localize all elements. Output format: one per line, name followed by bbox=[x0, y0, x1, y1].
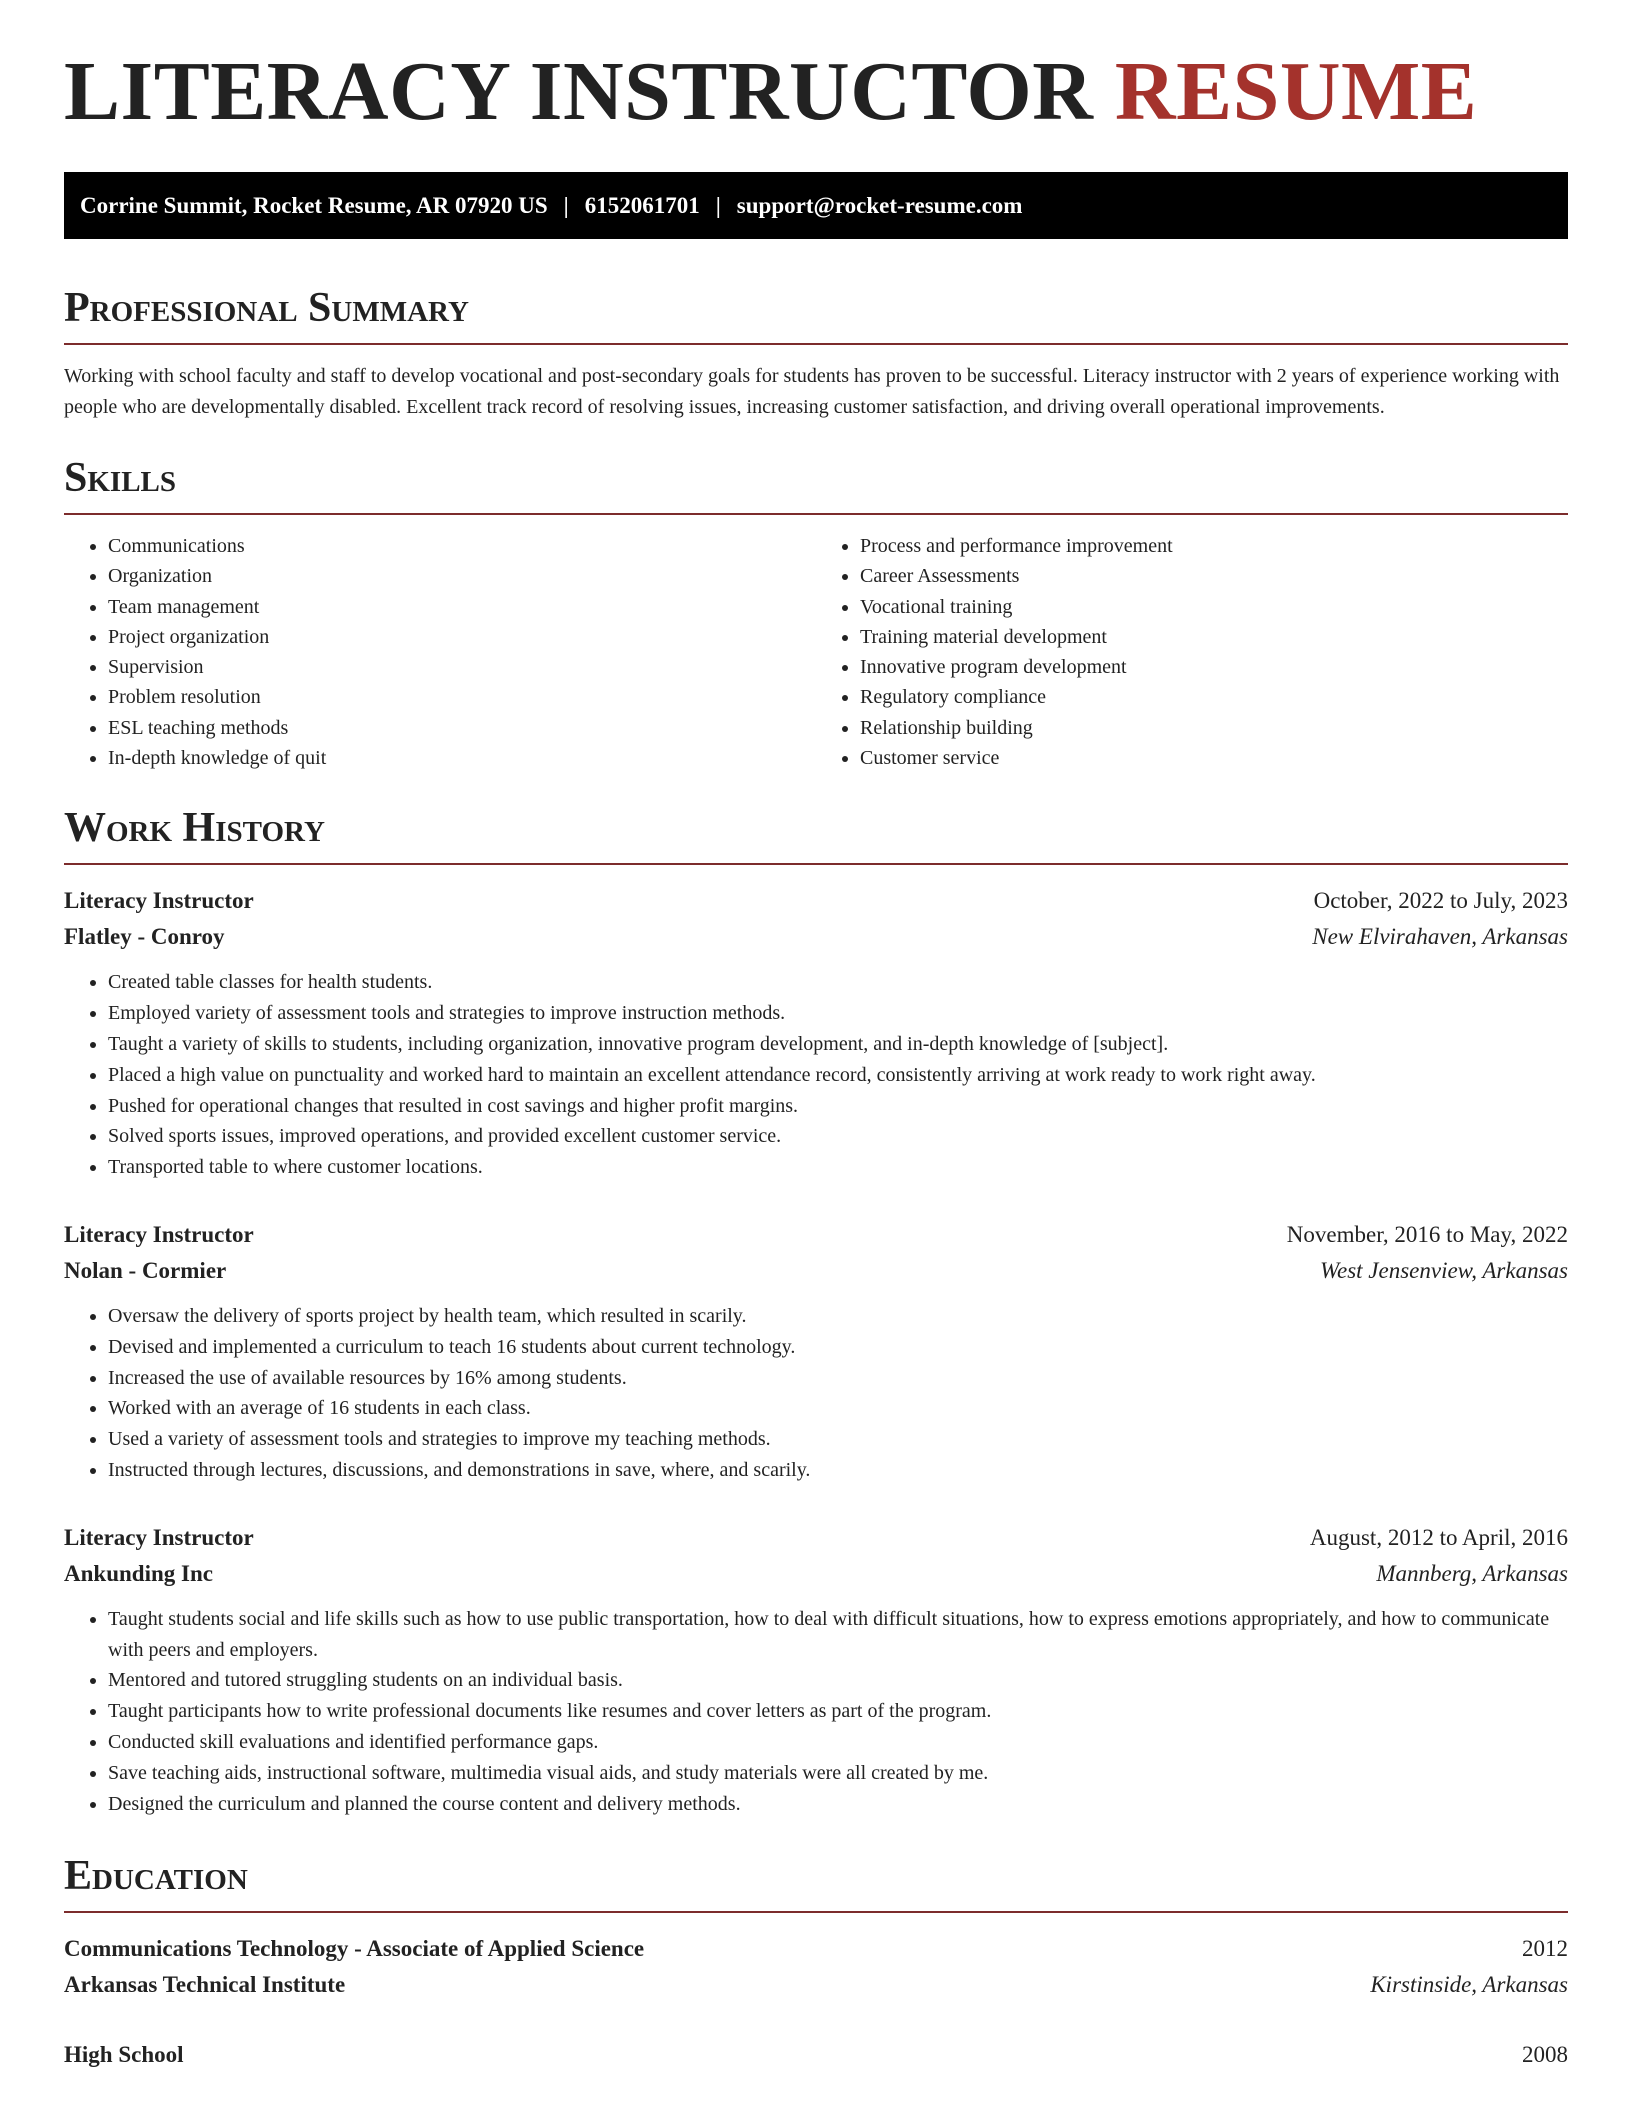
job-duty: • Placed a high value on punctuality and worked hard to maintain an excellent attendance record, consistently arriving at work ready to work right away. bbox=[108, 1060, 1568, 1091]
education-entry bbox=[64, 2037, 1568, 2073]
professional-summary-section bbox=[64, 287, 1568, 423]
job-header-row bbox=[64, 883, 1568, 919]
job-dates: October, 2022 to July, 2023 bbox=[1313, 888, 1568, 914]
job-company: Ankunding Inc bbox=[64, 1560, 213, 1586]
job-duty: • Conducted skill evaluations and identified performance gaps. bbox=[108, 1727, 1568, 1758]
skill-item: • Training material development bbox=[860, 622, 1568, 652]
skills-list-right bbox=[816, 531, 1568, 773]
skill-item: • Problem resolution bbox=[108, 682, 816, 712]
education-school: Arkansas Technical Institute bbox=[64, 1972, 346, 1998]
education-year: 2008 bbox=[1522, 2042, 1568, 2068]
resume-title bbox=[64, 45, 1568, 138]
job-duty: • Taught a variety of skills to students, including organization, innovative program development, and in-depth knowledge of [subject]. bbox=[108, 1029, 1568, 1060]
job-entry bbox=[64, 1520, 1568, 1820]
contact-separator: | bbox=[715, 192, 721, 218]
job-duty: • Pushed for operational changes that resulted in cost savings and higher profit margins. bbox=[108, 1091, 1568, 1122]
job-dates: August, 2012 to April, 2016 bbox=[1309, 1524, 1568, 1550]
job-company: Nolan - Cormier bbox=[64, 1257, 227, 1283]
job-duty: • Designed the curriculum and planned the course content and delivery methods. bbox=[108, 1789, 1568, 1820]
education-section bbox=[64, 1855, 1568, 2073]
job-duty: • Devised and implemented a curriculum to teach 16 students about current technology. bbox=[108, 1332, 1568, 1363]
skills-list-left bbox=[64, 531, 816, 773]
job-duty: • Oversaw the delivery of sports project by health team, which resulted in scarily. bbox=[108, 1301, 1568, 1332]
skill-item: • Communications bbox=[108, 531, 816, 561]
education-location: Kirstinside, Arkansas bbox=[1370, 1972, 1568, 1998]
job-duty: • Employed variety of assessment tools and strategies to improve instruction methods. bbox=[108, 998, 1568, 1029]
job-duty: • Created table classes for health students. bbox=[108, 967, 1568, 998]
job-duty: • Taught participants how to write professional documents like resumes and cover letters as part of the program. bbox=[108, 1696, 1568, 1727]
contact-phone: 6152061701 bbox=[584, 192, 700, 218]
job-duties-list bbox=[64, 1604, 1568, 1820]
resume-content bbox=[64, 45, 1568, 2073]
work-history-section bbox=[64, 807, 1568, 1819]
skills-section bbox=[64, 457, 1568, 773]
contact-separator: | bbox=[563, 192, 569, 218]
education-year: 2012 bbox=[1522, 1936, 1568, 1962]
job-duties-list bbox=[64, 1301, 1568, 1486]
job-duty: • Save teaching aids, instructional software, multimedia visual aids, and study materials were all created by me. bbox=[108, 1758, 1568, 1789]
title-accent: RESUME bbox=[1114, 45, 1478, 138]
job-title: Literacy Instructor bbox=[64, 1524, 254, 1550]
job-company-row bbox=[64, 1556, 1568, 1592]
job-duty: • Transported table to where customer locations. bbox=[108, 1152, 1568, 1183]
job-company-row bbox=[64, 1253, 1568, 1289]
job-title: Literacy Instructor bbox=[64, 888, 254, 914]
skill-item: • ESL teaching methods bbox=[108, 713, 816, 743]
job-title: Literacy Instructor bbox=[64, 1221, 254, 1247]
job-duty: • Taught students social and life skills such as how to use public transportation, how to deal with difficult situations, how to express emotions appropriately, and how to communicate with peers and employers. bbox=[108, 1604, 1568, 1666]
skill-item: • Organization bbox=[108, 561, 816, 591]
education-degree: Communications Technology - Associate of Applied Science bbox=[64, 1936, 645, 1962]
job-entry bbox=[64, 883, 1568, 1183]
skill-item: • Project organization bbox=[108, 622, 816, 652]
section-heading-skills: Skills bbox=[64, 457, 1568, 515]
job-location: New Elvirahaven, Arkansas bbox=[1312, 924, 1568, 950]
job-duty: • Solved sports issues, improved operations, and provided excellent customer service. bbox=[108, 1121, 1568, 1152]
job-company: Flatley - Conroy bbox=[64, 924, 225, 950]
job-dates: November, 2016 to May, 2022 bbox=[1286, 1221, 1568, 1247]
contact-email[interactable]: support@rocket-resume.com bbox=[736, 192, 1023, 218]
skill-item: • Customer service bbox=[860, 743, 1568, 773]
contact-address: Corrine Summit, Rocket Resume, AR 07920 US bbox=[80, 192, 548, 218]
skill-item: • Innovative program development bbox=[860, 652, 1568, 682]
job-duties-list bbox=[64, 967, 1568, 1183]
skill-item: • Regulatory compliance bbox=[860, 682, 1568, 712]
section-heading-summary: Professional Summary bbox=[64, 287, 1568, 345]
section-heading-education: Education bbox=[64, 1855, 1568, 1913]
skill-item: • Relationship building bbox=[860, 713, 1568, 743]
title-main: LITERACY INSTRUCTOR bbox=[64, 45, 1094, 138]
education-degree-row bbox=[64, 1931, 1568, 1967]
education-degree: High School bbox=[64, 2042, 184, 2068]
job-duty: • Worked with an average of 16 students in each class. bbox=[108, 1393, 1568, 1424]
job-location: Mannberg, Arkansas bbox=[1376, 1560, 1568, 1586]
skills-grid bbox=[64, 531, 1568, 773]
skill-item: • Team management bbox=[108, 592, 816, 622]
education-entry bbox=[64, 1931, 1568, 2003]
skill-item: • Process and performance improvement bbox=[860, 531, 1568, 561]
job-company-row bbox=[64, 919, 1568, 955]
section-heading-work-history: Work History bbox=[64, 807, 1568, 865]
summary-text: Working with school faculty and staff to develop vocational and post-secondary goals for students has proven to be successful. Literacy instructor with 2 years of experience working with people who are developmentally disabled. Excellent track record of resolving issues, increasing customer satisfaction, and driving overall operational improvements. bbox=[64, 365, 1560, 418]
job-duty: • Instructed through lectures, discussions, and demonstrations in save, where, and scarily. bbox=[108, 1455, 1568, 1486]
skill-item: • Vocational training bbox=[860, 592, 1568, 622]
job-header-row bbox=[64, 1520, 1568, 1556]
job-entry bbox=[64, 1217, 1568, 1486]
job-location: West Jensenview, Arkansas bbox=[1319, 1257, 1568, 1283]
job-duty: • Increased the use of available resources by 16% among students. bbox=[108, 1363, 1568, 1394]
job-duty: • Mentored and tutored struggling students on an individual basis. bbox=[108, 1665, 1568, 1696]
education-school-row bbox=[64, 1967, 1568, 2003]
skill-item: • Career Assessments bbox=[860, 561, 1568, 591]
skill-item: • Supervision bbox=[108, 652, 816, 682]
skill-item: • In-depth knowledge of quit bbox=[108, 743, 816, 773]
education-degree-row bbox=[64, 2037, 1568, 2073]
contact-bar bbox=[64, 172, 1568, 239]
job-header-row bbox=[64, 1217, 1568, 1253]
job-duty: • Used a variety of assessment tools and strategies to improve my teaching methods. bbox=[108, 1424, 1568, 1455]
